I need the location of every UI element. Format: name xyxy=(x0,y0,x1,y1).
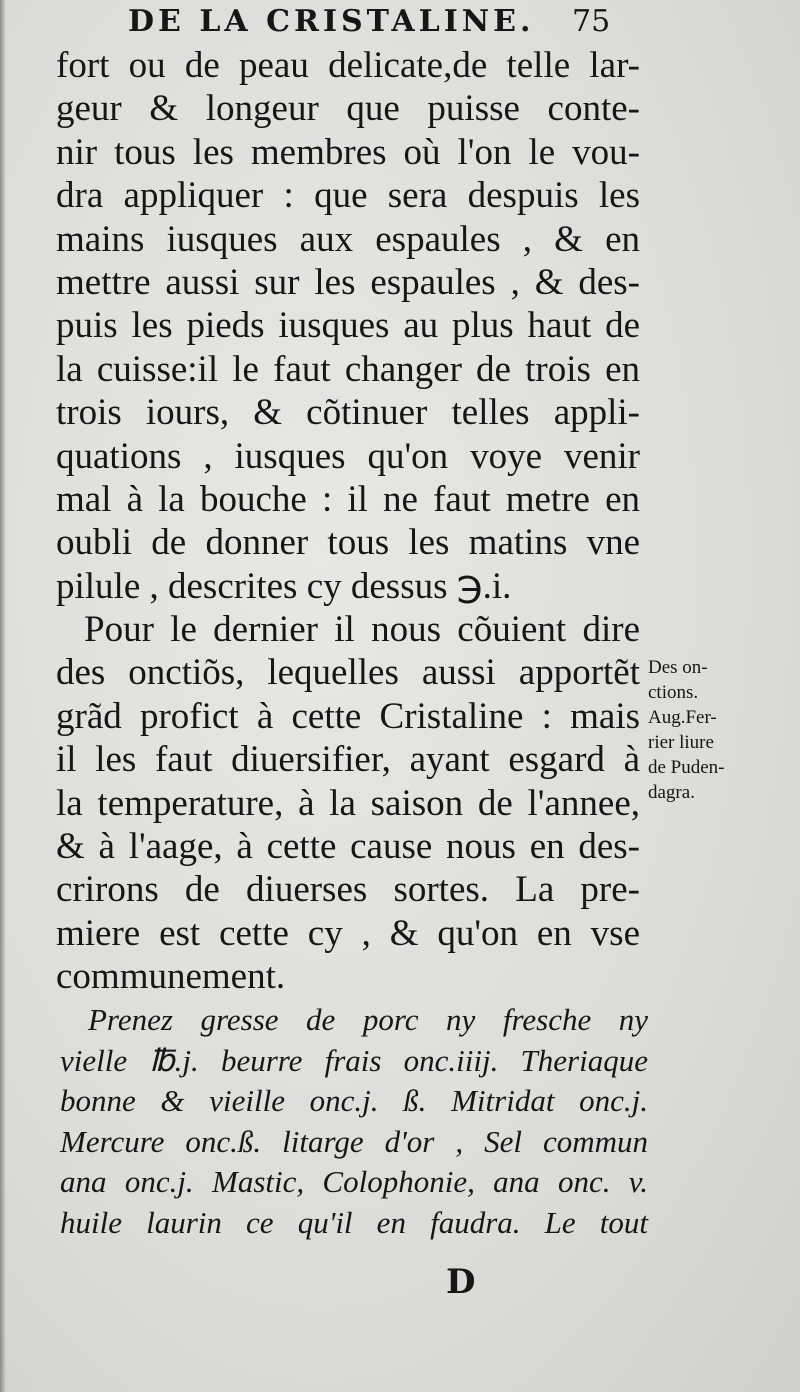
margin-note-line: dagra. xyxy=(648,782,695,803)
text-line: geur & longeur que puisse conte- xyxy=(56,88,640,130)
text-line: crirons de diuerses sortes. La pre- xyxy=(56,869,640,911)
recipe-line: bonne & vieille onc.j. ß. Mitridat onc.j. xyxy=(60,1083,648,1118)
text-line: des onctiõs, lequelles aussi apportẽt xyxy=(56,652,640,694)
text-line: il les faut diuersifier, ayant esgard à xyxy=(56,739,640,781)
text-line: dra appliquer : que sera despuis les xyxy=(56,175,640,217)
recipe-line: ana onc.j. Mastic, Colophonie, ana onc. v. xyxy=(60,1164,648,1199)
text-line: miere est cette cy , & qu'on en vse xyxy=(56,912,640,954)
text-line: Pour le dernier il nous cõuient dire xyxy=(84,609,640,651)
text-line: la temperature, à la saison de l'annee, xyxy=(56,782,640,824)
text-line: oubli de donner tous les matins vne xyxy=(56,522,640,564)
running-head xyxy=(0,0,800,50)
text-line: mains iusques aux espaules , & en xyxy=(56,218,640,260)
margin-note-line: de Puden- xyxy=(648,757,725,778)
page-edge-shadow xyxy=(0,0,6,1392)
text-line: communement. xyxy=(56,956,286,998)
text-line: la cuisse:il le faut changer de trois en xyxy=(56,348,640,390)
margin-note xyxy=(648,655,778,805)
recipe-line: vielle ℔.j. beurre frais onc.iiij. Theriaque xyxy=(60,1042,648,1078)
margin-note-line: rier liure xyxy=(648,732,714,753)
text-line: & à l'aage, à cette cause nous en des- xyxy=(56,826,640,868)
margin-note-line: Aug.Fer- xyxy=(648,707,717,728)
text-line: mettre aussi sur les espaules , & des- xyxy=(56,261,640,303)
running-head-title: DE LA CRISTALINE. xyxy=(128,4,535,39)
text-line: puis les pieds iusques au plus haut de xyxy=(56,305,640,347)
text-line: quations , iusques qu'on voye venir xyxy=(56,435,640,477)
text-line: mal à la bouche : il ne faut metre en xyxy=(56,478,640,520)
text-line: trois iours, & cõtinuer telles appli- xyxy=(56,392,640,434)
margin-note-line: ctions. xyxy=(648,682,699,703)
signature-mark: D xyxy=(446,1262,476,1302)
margin-note-line: Des on- xyxy=(648,657,708,678)
main-text xyxy=(56,44,640,999)
text-line: nir tous les membres où l'on le vou- xyxy=(56,131,640,173)
page-number: 75 xyxy=(572,4,611,39)
text-line: pilule , descrites cy dessus ℈.i. xyxy=(56,565,512,607)
recipe-text xyxy=(60,1000,648,1243)
recipe-line: Prenez gresse de porc ny fresche ny xyxy=(88,1002,648,1037)
text-line: grãd profict à cette Cristaline : mais xyxy=(56,695,640,737)
recipe-line: Mercure onc.ß. litarge d'or , Sel commun xyxy=(60,1123,648,1159)
text-line: fort ou de peau delicate,de telle lar- xyxy=(56,45,640,86)
recipe-line: huile laurin ce qu'il en faudra. Le tout xyxy=(60,1204,648,1240)
